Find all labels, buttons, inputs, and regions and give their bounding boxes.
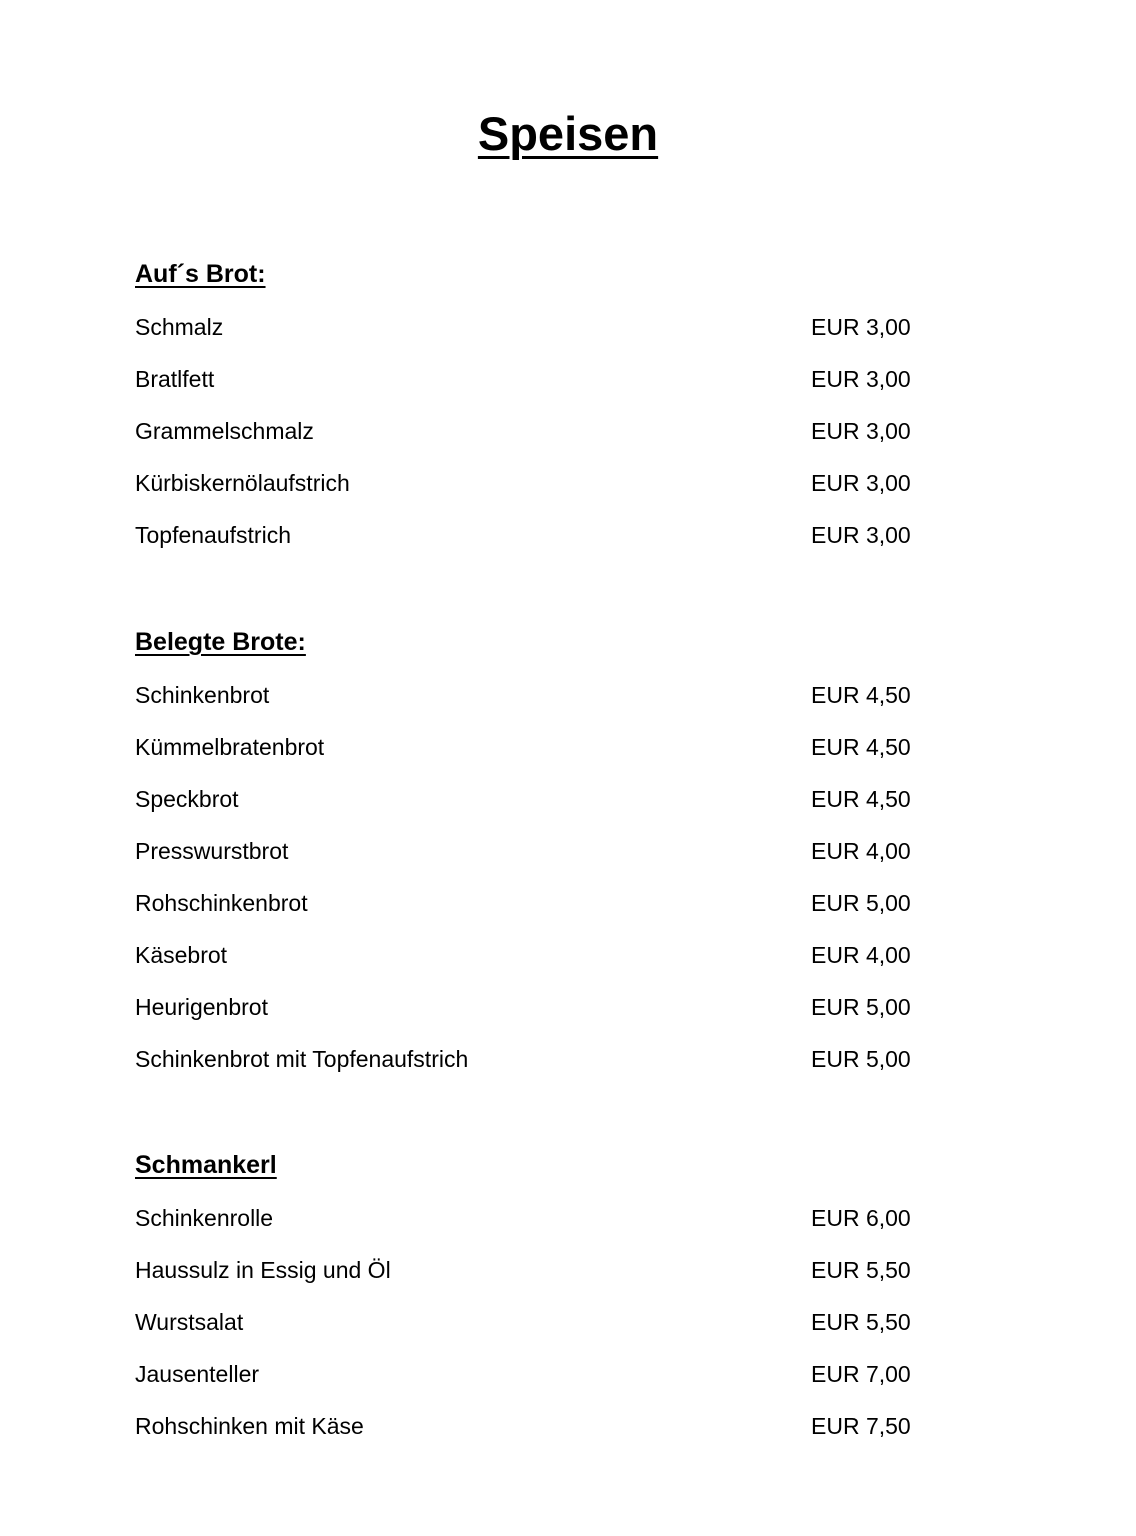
item-price: EUR 3,00: [811, 366, 911, 392]
menu-item: [135, 992, 915, 1044]
item-name: Wurstsalat: [135, 1309, 244, 1335]
menu-item: [135, 940, 915, 992]
menu-item: [135, 1307, 915, 1359]
menu-item: [135, 784, 915, 836]
menu-item: [135, 1359, 915, 1411]
item-price: EUR 6,00: [811, 1205, 911, 1231]
item-name: Schinkenbrot mit Topfenaufstrich: [135, 1046, 469, 1072]
item-price: EUR 5,50: [811, 1309, 911, 1335]
item-price: EUR 7,50: [811, 1413, 911, 1439]
item-name: Schmalz: [135, 314, 224, 340]
menu-item: [135, 680, 915, 732]
item-name: Haussulz in Essig und Öl: [135, 1257, 391, 1283]
item-price: EUR 3,00: [811, 470, 911, 496]
item-name: Topfenaufstrich: [135, 522, 291, 548]
item-name: Heurigenbrot: [135, 994, 268, 1020]
menu-item: [135, 364, 915, 416]
section-heading: Belegte Brote:: [135, 628, 306, 656]
item-price: EUR 4,50: [811, 734, 911, 760]
item-price: EUR 7,00: [811, 1361, 911, 1387]
item-name: Bratlfett: [135, 366, 215, 392]
menu-item: [135, 888, 915, 940]
item-name: Schinkenbrot: [135, 682, 270, 708]
menu-item: [135, 520, 915, 572]
item-name: Jausenteller: [135, 1361, 260, 1387]
item-price: EUR 4,00: [811, 942, 911, 968]
item-name: Schinkenrolle: [135, 1205, 274, 1231]
item-name: Rohschinkenbrot: [135, 890, 308, 916]
item-price: EUR 5,00: [811, 994, 911, 1020]
item-price: EUR 5,50: [811, 1257, 911, 1283]
item-price: EUR 5,00: [811, 1046, 911, 1072]
item-name: Grammelschmalz: [135, 418, 314, 444]
item-price: EUR 3,00: [811, 314, 911, 340]
menu-item: [135, 1411, 915, 1463]
section-heading: Schmankerl: [135, 1151, 277, 1179]
item-price: EUR 4,00: [811, 838, 911, 864]
page-title: Speisen: [477, 107, 659, 160]
item-name: Käsebrot: [135, 942, 228, 968]
section-belegte-brote: [135, 626, 915, 1096]
item-name: Rohschinken mit Käse: [135, 1413, 364, 1439]
item-price: EUR 5,00: [811, 890, 911, 916]
section-heading: Auf´s Brot:: [135, 260, 266, 288]
section-schmankerl: [135, 1149, 915, 1463]
item-name: Presswurstbrot: [135, 838, 289, 864]
item-name: Speckbrot: [135, 786, 239, 812]
menu-item: [135, 732, 915, 784]
menu-item: [135, 1255, 915, 1307]
menu-item: [135, 312, 915, 364]
menu-item: [135, 836, 915, 888]
item-price: EUR 3,00: [811, 522, 911, 548]
item-price: EUR 3,00: [811, 418, 911, 444]
item-name: Kürbiskernölaufstrich: [135, 470, 350, 496]
section-aufs-brot: [135, 258, 915, 572]
menu-item: [135, 1203, 915, 1255]
item-price: EUR 4,50: [811, 682, 911, 708]
menu-item: [135, 468, 915, 520]
item-name: Kümmelbratenbrot: [135, 734, 325, 760]
menu-item: [135, 1044, 915, 1096]
menu-item: [135, 416, 915, 468]
item-price: EUR 4,50: [811, 786, 911, 812]
